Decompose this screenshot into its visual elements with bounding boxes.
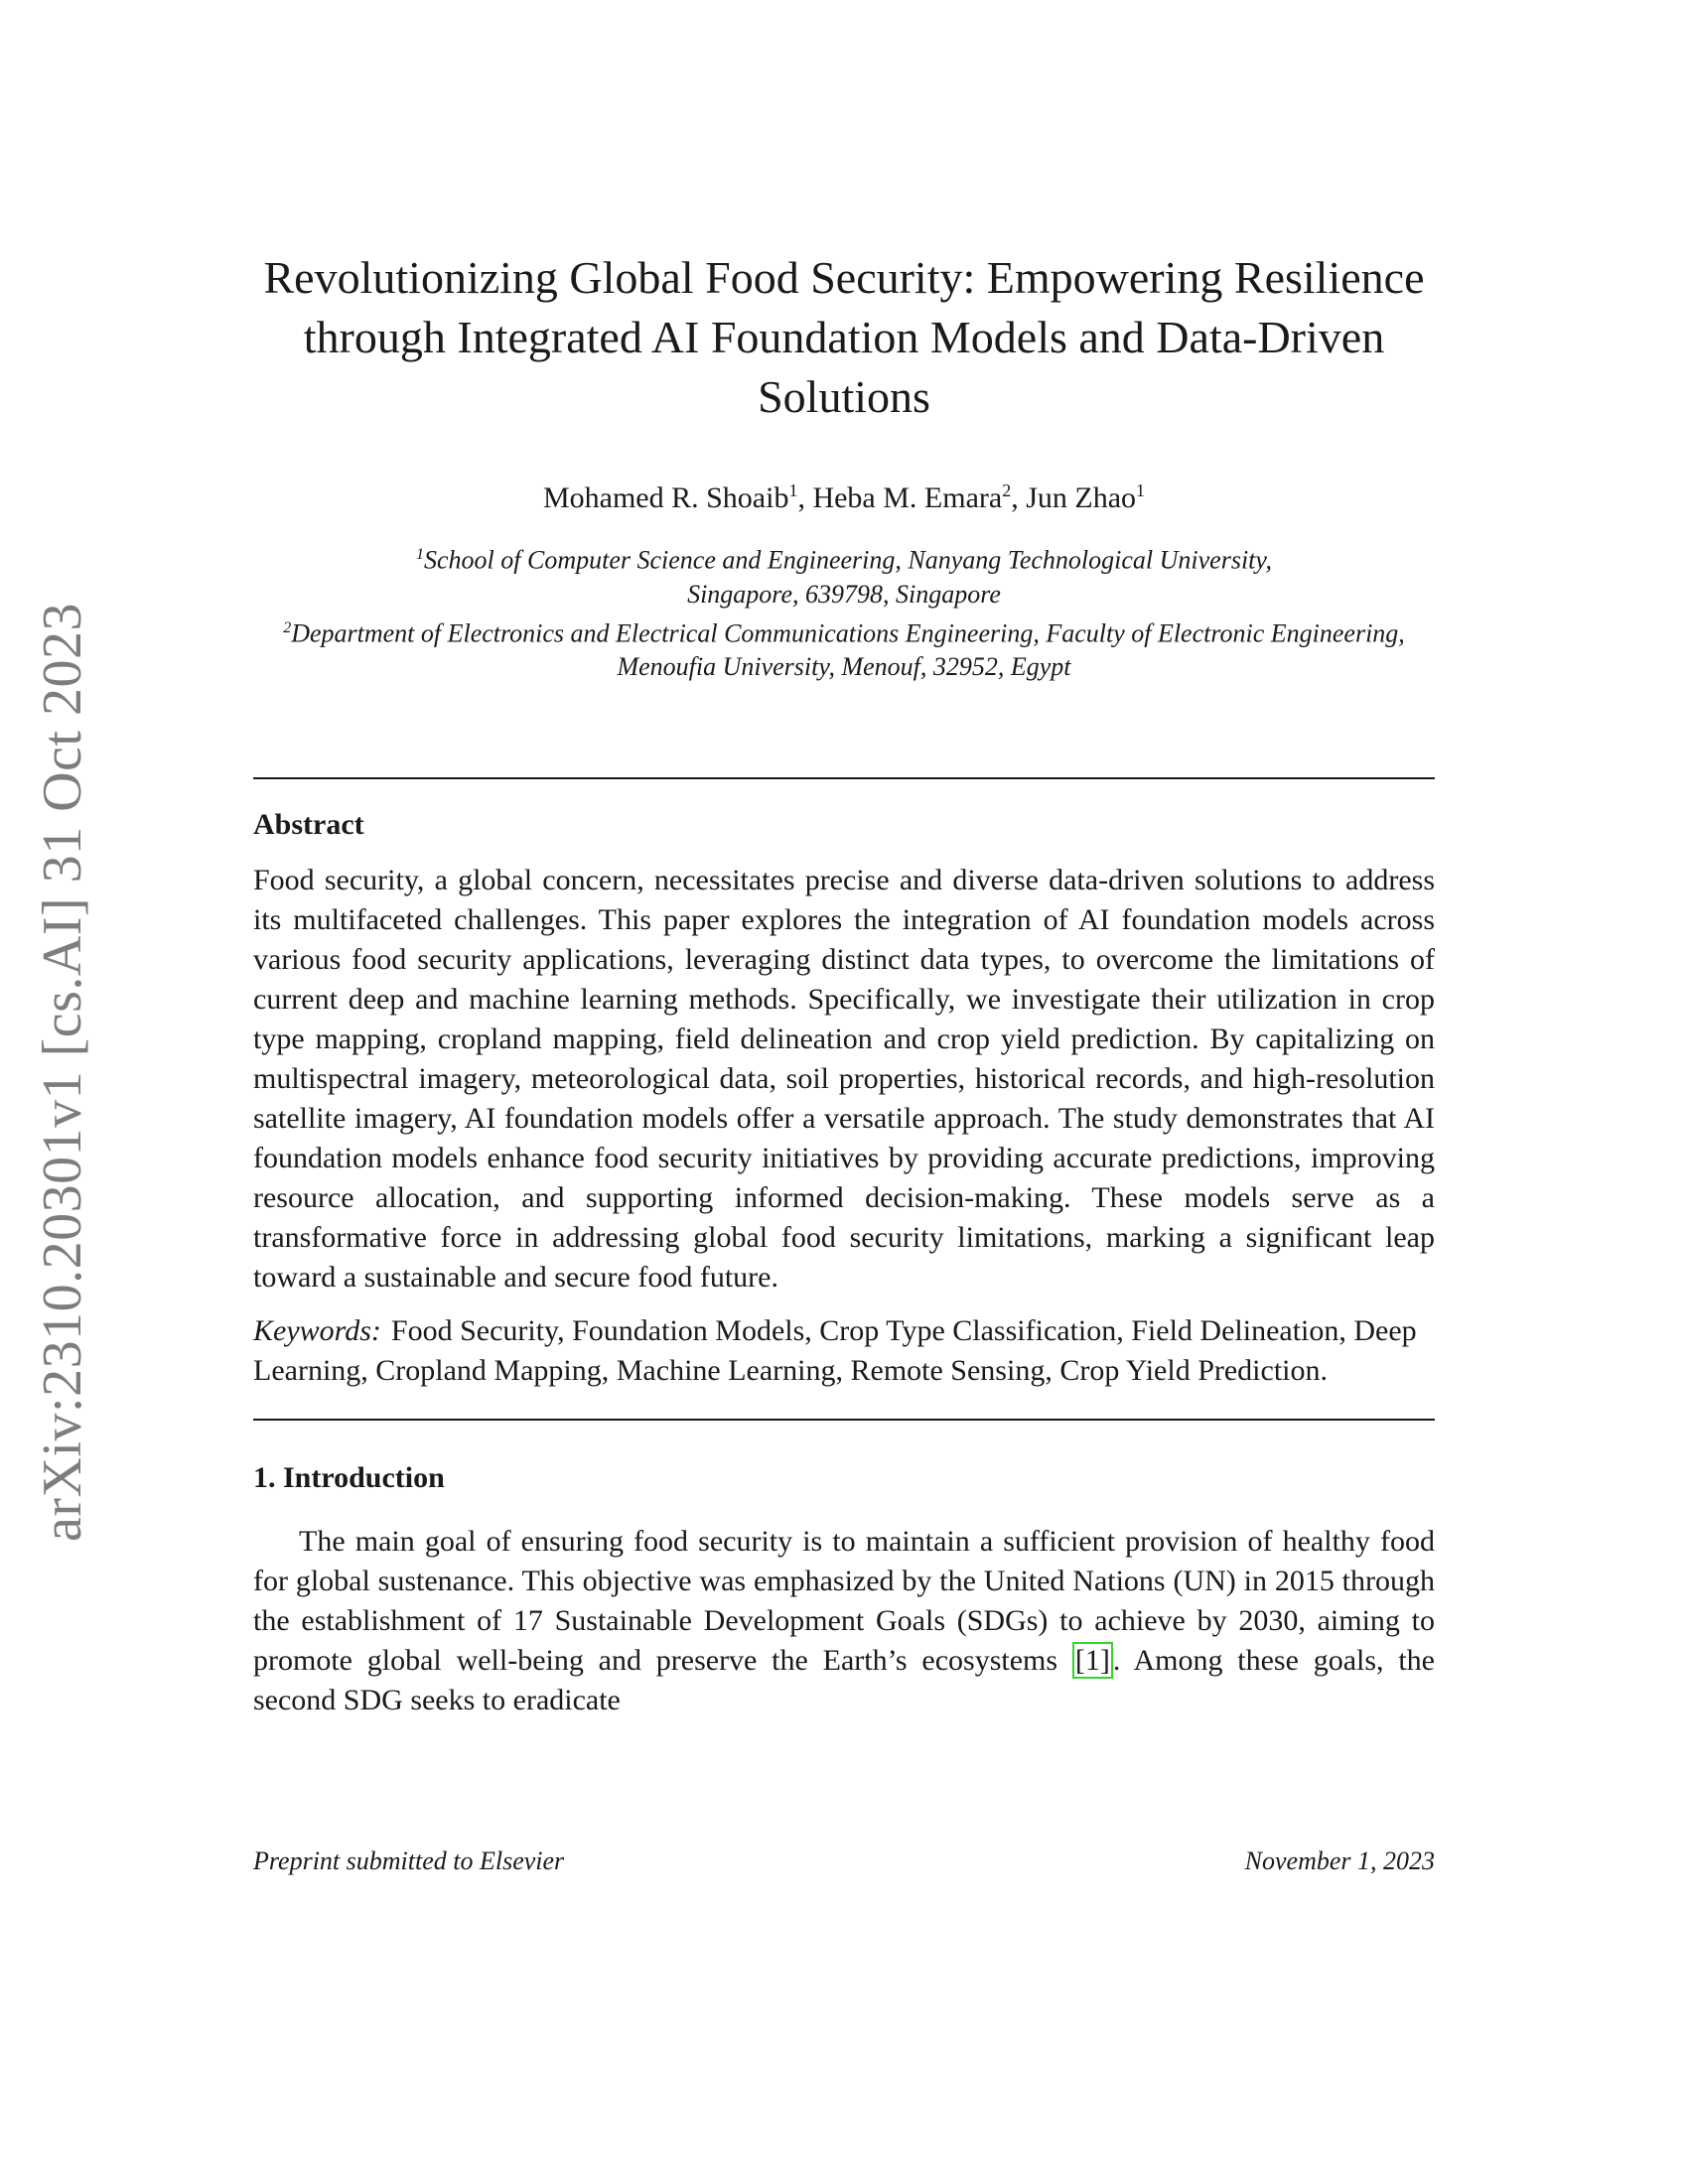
arxiv-identifier-text: arXiv:2310.20301v1 [cs.AI] 31 Oct 2023 [32,603,94,1542]
author-affil-marker: 1 [788,480,798,500]
keywords-text: Food Security, Foundation Models, Crop Type Classification, Field Delineation, Deep Learning, Cropland Mapping, Machine Learning, Remote Sensing, Crop Yield Prediction. [253,1314,1417,1388]
author-name: Mohamed R. Shoaib [542,481,789,514]
introduction-paragraph [253,1522,1435,1720]
arxiv-identifier-stamp [28,596,97,1549]
affiliation-text: School of Computer Science and Engineering, Nanyang Technological University, Singapore, 639798, Singapore [423,545,1272,609]
keywords-label: Keywords: [253,1314,381,1348]
abstract-heading: Abstract [253,808,364,842]
abstract-text: Food security, a global concern, necessitates precise and diverse data-driven solutions to address its multifaceted challenges. This paper explores the integration of AI foundation models across various food security applications, leveraging distinct data types, to overcome the limitations of current deep and machine learning methods. Specifically, we investigate their utilization in crop type mapping, cropland mapping, field delineation and crop yield prediction. By capitalizing on multispectral imagery, meteorological data, soil properties, historical records, and high-resolution satellite imagery, AI foundation models offer a versatile approach. The study demonstrates that AI foundation models enhance food security initiatives by providing accurate predictions, improving resource allocation, and supporting informed decision-making. These models serve as a transformative force in addressing global food security limitations, marking a significant leap toward a sustainable and secure food future. [253,864,1435,1295]
paper-first-page [253,248,1435,1720]
footer-date: November 1, 2023 [1244,1846,1435,1875]
keywords [253,1311,1435,1391]
footer-submission-note: Preprint submitted to Elsevier [253,1846,565,1875]
author-name: Jun Zhao [1026,481,1137,514]
page-footer [253,1846,1435,1876]
introduction-text: . Among these goals, the second SDG seeks to eradicate [253,1644,1435,1717]
author-affil-marker: 1 [1136,480,1146,500]
author-affil-marker: 2 [1002,480,1012,500]
abstract-top-rule [253,777,1435,779]
introduction-text: The main goal of ensuring food security is to maintain a sufficient provision of healthy food for global sustenance. This objective was emphasized by the United Nations (UN) in 2015 through the establishment of 17 Sustainable Development Goals (SDGs) to achieve by 2030, aiming to promote global well-being and preserve the Earth’s ecosystems [253,1525,1435,1678]
affiliation [253,612,1435,685]
affiliation [253,538,1435,612]
affiliation-number: 1 [415,546,424,563]
affiliation-number: 2 [283,618,292,636]
section-heading-introduction: 1. Introduction [253,1461,445,1495]
author-list: Mohamed R. Shoaib$^1$, Heba M. Emara$^2$, Jun Zhao$^1$ [542,480,1146,514]
author-name: Heba M. Emara [812,481,1003,514]
abstract-bottom-rule [253,1419,1435,1421]
affiliation-list [253,538,1435,684]
paper-title: Revolutionizing Global Food Security: Empowering Resilience through Integrated AI Foundation Models and Data-Driven Solutions [263,252,1425,422]
citation-link[interactable]: [1] [1072,1642,1113,1679]
affiliation-text: Department of Electronics and Electrical Communications Engineering, Faculty of Electronic Engineering, Menoufia University, Menouf, 32952, Egypt [291,618,1405,682]
